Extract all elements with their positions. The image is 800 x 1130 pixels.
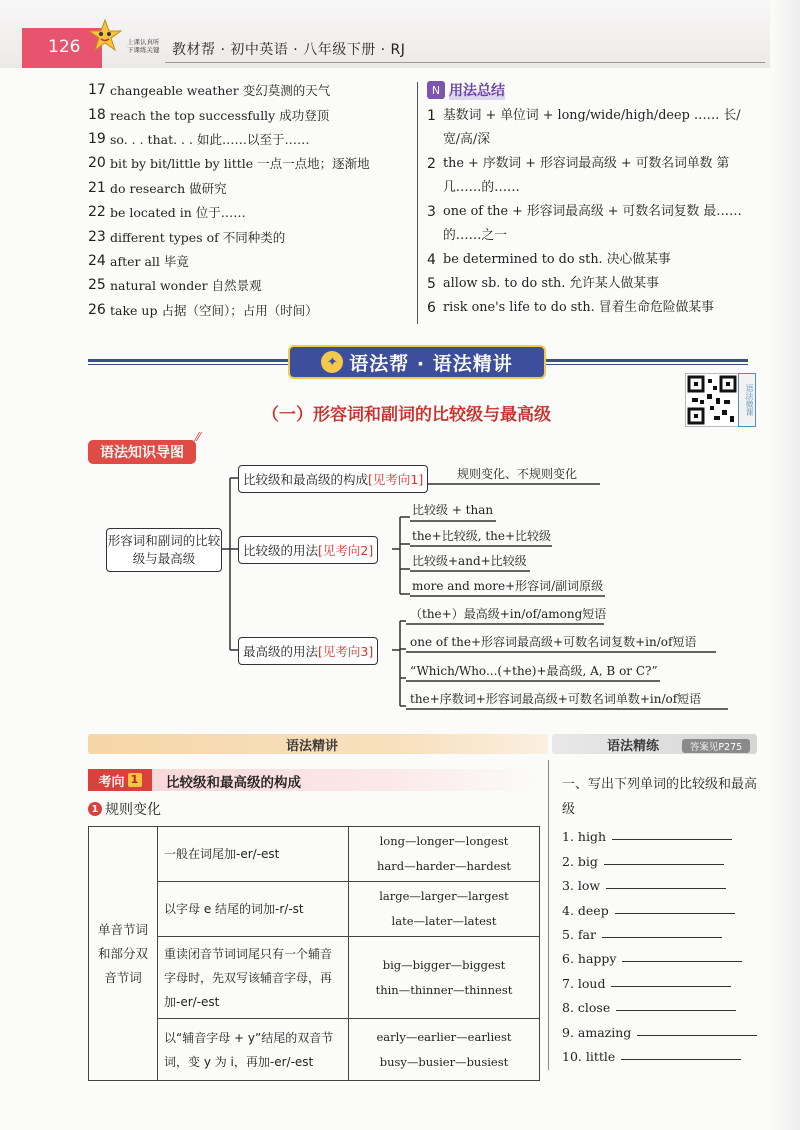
exercise-item [562, 1040, 757, 1064]
vocab-number: 23 [88, 228, 106, 245]
section-title: （一）形容词和副词的比较级与最高级 [262, 405, 551, 425]
slogan: 上课认真听 下课练关键 [127, 38, 160, 54]
example: long—longer—longest [379, 834, 509, 848]
answer-blank[interactable] [622, 961, 742, 962]
answer-blank[interactable] [616, 1010, 736, 1011]
exercise-item [562, 1015, 757, 1039]
usage-text: one of the + 形容词最高级 + 可数名词复数 最……的……之一 [443, 204, 742, 243]
kaoxiang-title: 比较级和最高级的构成 [166, 775, 301, 791]
page-number: 126 [48, 37, 81, 57]
usage-number: 1 [427, 108, 436, 124]
usage-text: allow sb. to do sth. 允许某人做某事 [443, 276, 659, 291]
vocab-number: 24 [88, 252, 106, 269]
vocab-number: 17 [88, 82, 106, 99]
mindmap-root: 形容词和副词的比较级与最高级 [106, 528, 222, 572]
usage-number: 5 [427, 276, 436, 292]
example: thin—thinner—thinnest [375, 982, 513, 997]
vocab-number: 26 [88, 301, 106, 318]
vocab-number: 18 [88, 106, 106, 123]
vocab-number: 25 [88, 277, 106, 294]
ref-link[interactable]: [见考向1] [368, 472, 424, 487]
example: hard—harder—hardest [377, 859, 511, 873]
example: early—earlier—earliest [376, 1029, 512, 1044]
answer-page-tag[interactable]: 答案见P275 [682, 739, 750, 753]
exercise-title: 一、写出下列单词的比较级和最高级 [562, 777, 758, 817]
rule-heading [88, 799, 161, 819]
answer-blank[interactable] [604, 864, 724, 865]
grammar-banner-text: 语法帮 · 语法精讲 [349, 352, 513, 375]
mindmap-leaf: one of the+形容词最高级+可数名词复数+in/of短语 [410, 635, 697, 649]
exercise-word: 7. loud [562, 975, 606, 991]
exercise-word: 8. close [562, 1000, 611, 1016]
rule-examples [349, 882, 540, 937]
exercise-item [562, 844, 757, 868]
spark-icon: ⁄⁄ [196, 430, 201, 444]
example: late—later—latest [391, 914, 497, 928]
answer-blank[interactable] [612, 839, 732, 840]
usage-summary-title: 用法总结 [449, 80, 505, 100]
mindmap-leaf: “Which/Who...(+the)+最高级, A, B or C?” [410, 664, 658, 678]
grammar-lecture-label: 语法精讲 [286, 739, 339, 754]
vocab-text: changeable weather 变幻莫测的天气 [110, 83, 331, 99]
vocab-text: after all 毕竟 [110, 253, 189, 269]
exercise-item [562, 991, 757, 1015]
answer-blank[interactable] [615, 913, 735, 914]
ref-link[interactable]: [见考向2] [318, 543, 374, 558]
answer-blank[interactable] [606, 888, 726, 889]
rule-heading-text: 规则变化 [105, 802, 161, 818]
exercise-word: 9. amazing [562, 1024, 632, 1040]
usage-number: 2 [427, 156, 436, 172]
book-title: 教材帮 · 初中英语 · 八年级下册 · RJ [172, 42, 406, 58]
usage-number: 6 [427, 300, 436, 316]
mindmap-leaf: the+比较级, the+比较级 [412, 529, 552, 543]
mindmap-leaf: 比较级+and+比较级 [412, 554, 527, 568]
exercise-item [562, 942, 757, 966]
kaoxiang-number: 1 [128, 773, 142, 787]
vocab-text: so. . . that. . . 如此……以至于…… [110, 131, 310, 147]
qr-tag-label: 语法微课 [738, 373, 756, 427]
mindmap-leaf: 比较级 + than [412, 503, 494, 517]
vocab-number: 19 [88, 130, 106, 147]
vocab-number: 21 [88, 179, 106, 196]
mindmap-leaf: （the+）最高级+in/of/among短语 [410, 607, 607, 621]
rule-examples [349, 827, 540, 882]
exercise-word: 5. far [562, 926, 596, 942]
vocab-text: different types of 不同种类的 [110, 229, 286, 245]
mindmap-branch-construction [238, 465, 428, 493]
vocab-text: take up 占据（空间）；占用（时间） [110, 302, 318, 318]
rules-table [88, 826, 540, 1081]
vocab-text: do research 做研究 [110, 180, 227, 196]
grammar-practice-label: 语法精练 [607, 739, 660, 754]
exercise-word: 6. happy [562, 951, 617, 967]
rule-number: 1 [88, 802, 102, 816]
lightbulb-icon: ✦ [321, 351, 343, 373]
usage-text: the + 序数词 + 形容词最高级 + 可数名词单数 第几……的…… [443, 156, 730, 195]
answer-blank[interactable] [621, 1059, 741, 1060]
usage-number: 3 [427, 204, 436, 220]
usage-text: 基数词 + 单位词 + long/wide/high/deep …… 长/宽/高/深 [443, 108, 741, 147]
rule-text: 以字母 e 结尾的词加-r/-st [158, 882, 349, 937]
example: large—larger—largest [379, 889, 509, 903]
usage-summary-icon: N [427, 81, 445, 99]
exercise-word: 3. low [562, 878, 601, 894]
ref-link[interactable]: [见考向3] [318, 644, 374, 659]
example: big—bigger—biggest [382, 957, 506, 972]
usage-text: risk one's life to do sth. 冒着生命危险做某事 [443, 300, 714, 315]
answer-blank[interactable] [611, 986, 731, 987]
exercise-word: 4. deep [562, 902, 609, 918]
exercise-item [562, 869, 757, 893]
kaoxiang-bar [88, 769, 538, 791]
usage-number: 4 [427, 252, 436, 268]
exercise-word: 10. little [562, 1048, 616, 1064]
rule-text: 重读闭音节词词尾只有一个辅音字母时，先双写该辅音字母，再加-er/-est [158, 937, 349, 1019]
vocab-text: reach the top successfully 成功登顶 [110, 107, 330, 123]
vocab-number: 22 [88, 204, 106, 221]
branch-label: 最高级的用法 [243, 644, 319, 659]
mindmap-branch-superlative-usage [238, 637, 378, 665]
rule-examples [349, 937, 540, 1019]
page-edge-shadow [770, 0, 800, 1130]
vocab-text: bit by bit/little by little 一点一点地；逐渐地 [110, 156, 370, 172]
mindmap-leaf: 规则变化、不规则变化 [457, 467, 578, 481]
kaoxiang-tag-label: 考向 [98, 774, 125, 790]
practice-divider [548, 760, 549, 1070]
exercise-item [562, 918, 757, 942]
exercise-list [562, 820, 757, 1064]
exercise-word: 1. high [562, 829, 607, 845]
rule-text: 以“辅音字母 + y”结尾的双音节词，变 y 为 i，再加-er/-est [158, 1019, 349, 1081]
exercise-word: 2. big [562, 853, 598, 869]
mindmap-leaf: the+序数词+形容词最高级+可数名词单数+in/of短语 [410, 692, 702, 706]
mindmap-leaf: more and more+形容词/副词原级 [412, 579, 604, 593]
exercise-item [562, 966, 757, 990]
rule-examples [349, 1019, 540, 1081]
branch-label: 比较级和最高级的构成 [243, 472, 369, 487]
rules-category: 单音节词和部分双音节词 [89, 827, 158, 1081]
rule-text: 一般在词尾加-er/-est [158, 827, 349, 882]
usage-text: be determined to do sth. 决心做某事 [443, 252, 671, 267]
vocab-number: 20 [88, 155, 106, 172]
exercise-item [562, 893, 757, 917]
example: busy—busier—busiest [379, 1054, 509, 1069]
mindmap-tag: 语法知识导图 [88, 440, 196, 464]
kaoxiang-tag [88, 769, 152, 791]
answer-blank[interactable] [602, 937, 722, 938]
mindmap-branch-comparative-usage [238, 536, 378, 564]
vocab-text: be located in 位于…… [110, 205, 246, 221]
vocab-text: natural wonder 自然景观 [110, 278, 262, 294]
answer-blank[interactable] [637, 1035, 757, 1036]
branch-label: 比较级的用法 [243, 543, 319, 558]
exercise-item [562, 820, 757, 844]
